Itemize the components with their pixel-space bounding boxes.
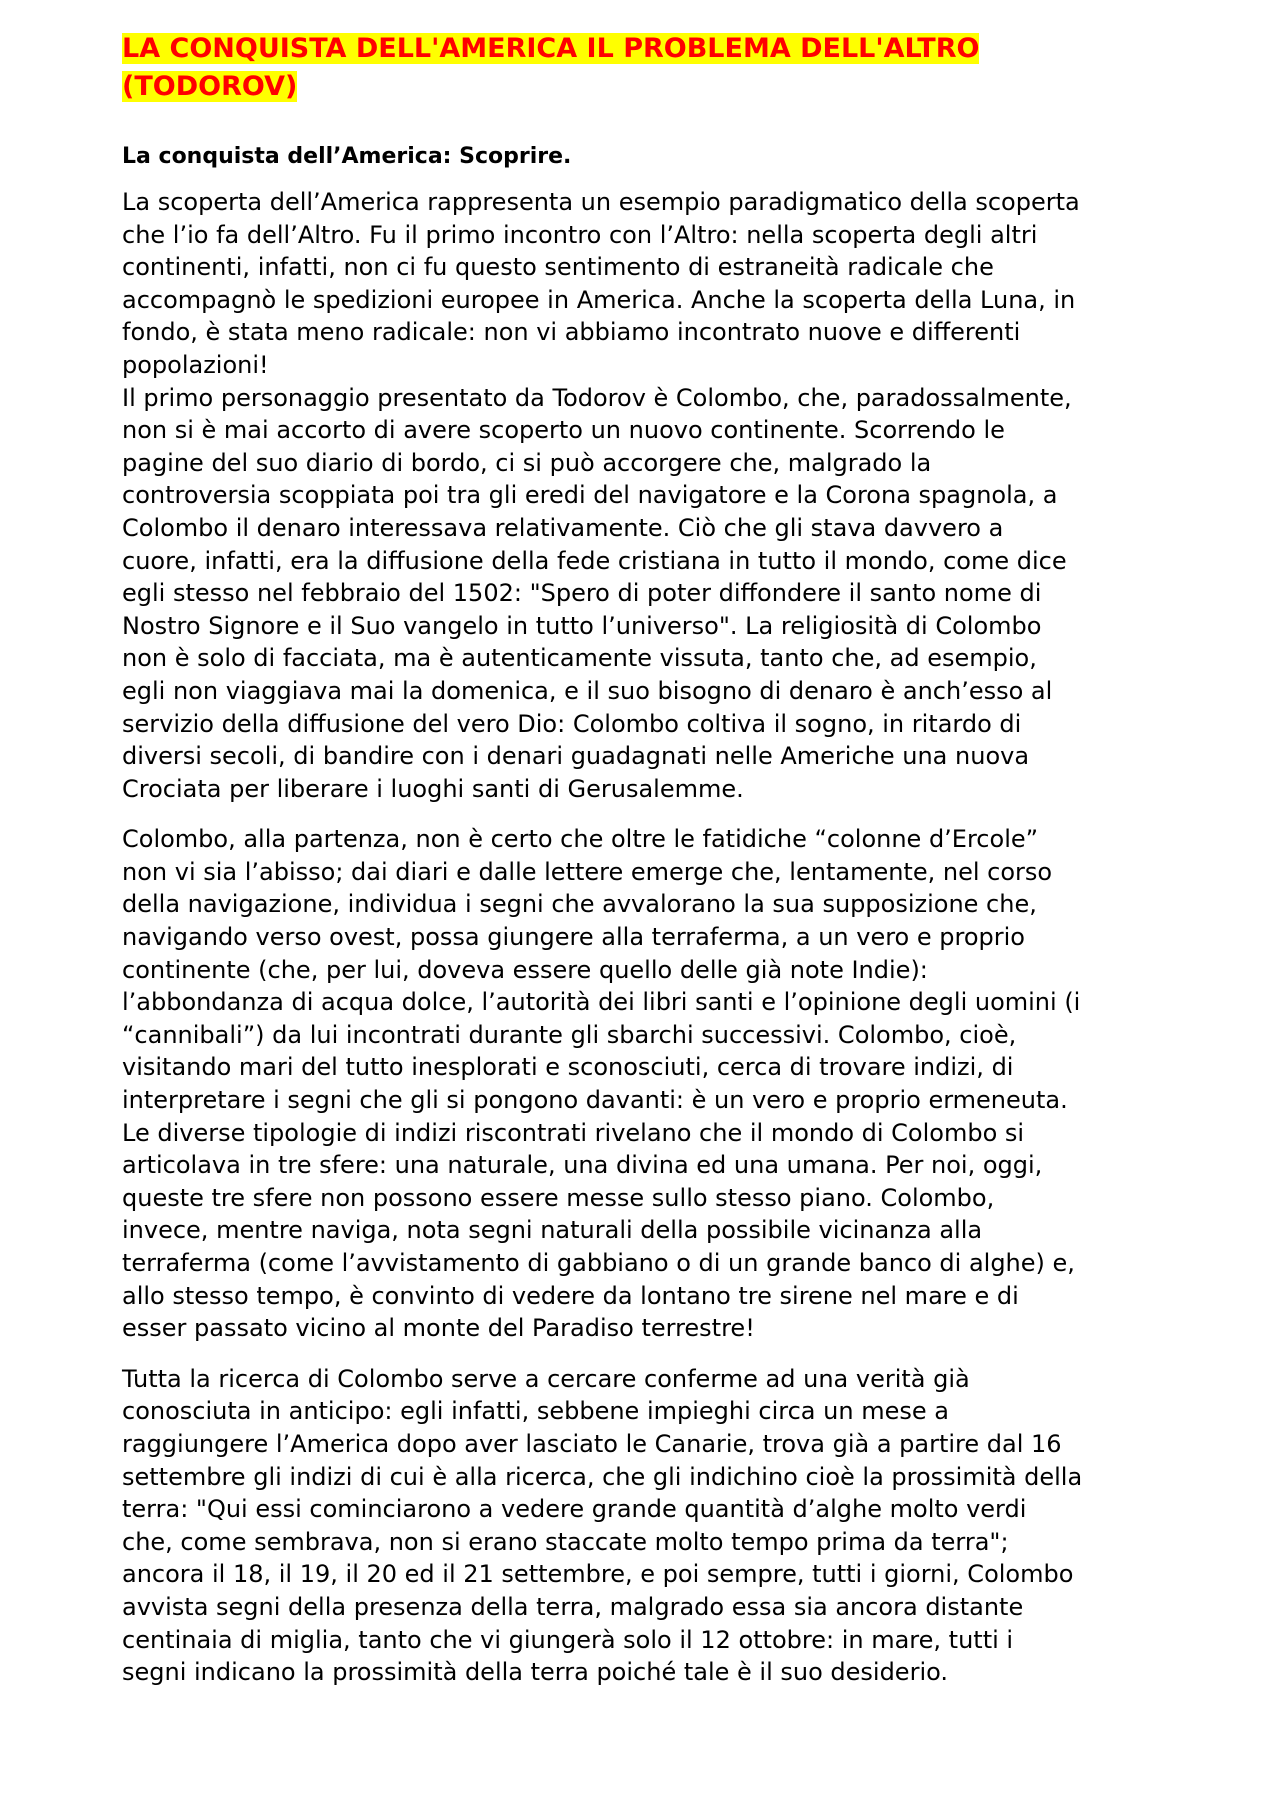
text-line: segni indicano la prossimità della terra poiché tale è il suo desiderio. xyxy=(122,1658,948,1687)
text-line: invece, mentre naviga, nota segni naturali della possibile vicinanza alla xyxy=(122,1216,983,1245)
text-line: avvista segni della presenza della terra, malgrado essa sia ancora distante xyxy=(122,1592,1024,1621)
title-line-1: LA CONQUISTA DELL'AMERICA IL PROBLEMA DELL'ALTRO xyxy=(122,33,980,64)
text-line: Crociata per liberare i luoghi santi di Gerusalemme. xyxy=(122,774,744,803)
text-line: non si è mai accorto di avere scoperto un nuovo continente. Scorrendo le xyxy=(122,416,1005,445)
text-line: che, come sembrava, non si erano staccate molto tempo prima da terra"; xyxy=(122,1527,1009,1556)
text-line: Le diverse tipologie di indizi riscontrati rivelano che il mondo di Colombo si xyxy=(122,1118,1025,1147)
paragraph xyxy=(122,382,1172,806)
text-line: navigando verso ovest, possa giungere alla terraferma, a un vero e proprio xyxy=(122,923,1025,952)
text-line: continenti, infatti, non ci fu questo sentimento di estraneità radicale che xyxy=(122,253,994,282)
paragraph xyxy=(122,823,1172,1345)
text-line: servizio della diffusione del vero Dio: Colombo coltiva il sogno, in ritardo di xyxy=(122,709,1022,738)
text-line: Il primo personaggio presentato da Todorov è Colombo, che, paradossalmente, xyxy=(122,383,1072,412)
text-line: ancora il 18, il 19, il 20 ed il 21 settembre, e poi sempre, tutti i giorni, Colombo xyxy=(122,1560,1074,1589)
text-line: terraferma (come l’avvistamento di gabbiano o di un grande banco di alghe) e, xyxy=(122,1249,1075,1277)
text-line: cuore, infatti, era la diffusione della fede cristiana in tutto il mondo, come dice xyxy=(122,546,1067,575)
text-line: della navigazione, individua i segni che avvalorano la sua supposizione che, xyxy=(122,890,1037,919)
text-line: egli non viaggiava mai la domenica, e il suo bisogno di denaro è anch’esso al xyxy=(122,676,1053,705)
text-line: La scoperta dell’America rappresenta un esempio paradigmatico della scoperta xyxy=(122,188,1080,216)
document-title xyxy=(122,30,1172,106)
text-line: continente (che, per lui, doveva essere quello delle già note Indie): xyxy=(122,955,928,984)
text-line: queste tre sfere non possono essere messe sullo stesso piano. Colombo, xyxy=(122,1183,995,1212)
text-line: visitando mari del tutto inesplorati e sconosciuti, cerca di trovare indizi, di xyxy=(122,1053,1014,1082)
text-line: articolava in tre sfere: una naturale, una divina ed una umana. Per noi, oggi, xyxy=(122,1151,1043,1180)
text-line: accompagnò le spedizioni europee in America. Anche la scoperta della Luna, in xyxy=(122,285,1076,314)
paragraph xyxy=(122,1363,1172,1689)
text-line: Tutta la ricerca di Colombo serve a cercare conferme ad una verità già xyxy=(122,1364,970,1393)
text-line: egli stesso nel febbraio del 1502: "Spero di poter diffondere il santo nome di xyxy=(122,579,1042,608)
text-line: Nostro Signore e il Suo vangelo in tutto l’universo". La religiosità di Colombo xyxy=(122,611,1042,640)
text-line: terra: "Qui essi cominciarono a vedere grande quantità d’alghe molto verdi xyxy=(122,1495,1027,1524)
text-line: conosciuta in anticipo: egli infatti, sebbene impieghi circa un mese a xyxy=(122,1397,949,1426)
section-heading: La conquista dell’America: Scoprire. xyxy=(122,144,572,169)
text-line: l’abbondanza di acqua dolce, l’autorità dei libri santi e l’opinione degli uomini (i xyxy=(122,988,1081,1017)
text-line: non è solo di facciata, ma è autenticamente vissuta, tanto che, ad esempio, xyxy=(122,644,1037,673)
text-line: esser passato vicino al monte del Paradiso terrestre! xyxy=(122,1314,755,1343)
text-line: interpretare i segni che gli si pongono davanti: è un vero e proprio ermeneuta. xyxy=(122,1086,1068,1115)
text-line: popolazioni! xyxy=(122,350,269,379)
text-line: Colombo il denaro interessava relativamente. Ciò che gli stava davvero a xyxy=(122,513,1004,542)
document-page xyxy=(122,30,1172,1689)
text-line: raggiungere l’America dopo aver lasciato le Canarie, trova già a partire dal 16 xyxy=(122,1429,1062,1458)
paragraph xyxy=(122,186,1172,382)
text-line: che l’io fa dell’Altro. Fu il primo incontro con l’Altro: nella scoperta degli altri xyxy=(122,220,1038,249)
text-line: diversi secoli, di bandire con i denari guadagnati nelle Americhe una nuova xyxy=(122,742,1030,771)
text-line: settembre gli indizi di cui è alla ricerca, che gli indichino cioè la prossimità della xyxy=(122,1462,1083,1491)
text-line: controversia scoppiata poi tra gli eredi del navigatore e la Corona spagnola, a xyxy=(122,481,1058,510)
text-line: pagine del suo diario di bordo, ci si può accorgere che, malgrado la xyxy=(122,448,932,477)
text-line: Colombo, alla partenza, non è certo che oltre le fatidiche “colonne d’Ercole” xyxy=(122,825,1039,854)
text-line: centinaia di miglia, tanto che vi giungerà solo il 12 ottobre: in mare, tutti i xyxy=(122,1625,1014,1654)
text-line: non vi sia l’abisso; dai diari e dalle lettere emerge che, lentamente, nel corso xyxy=(122,857,1053,886)
text-line: fondo, è stata meno radicale: non vi abbiamo incontrato nuove e differenti xyxy=(122,318,1021,347)
text-line: “cannibali”) da lui incontrati durante gli sbarchi successivi. Colombo, cioè, xyxy=(122,1020,1017,1049)
text-line: allo stesso tempo, è convinto di vedere da lontano tre sirene nel mare e di xyxy=(122,1281,1019,1310)
title-line-2: (TODOROV) xyxy=(122,71,298,102)
